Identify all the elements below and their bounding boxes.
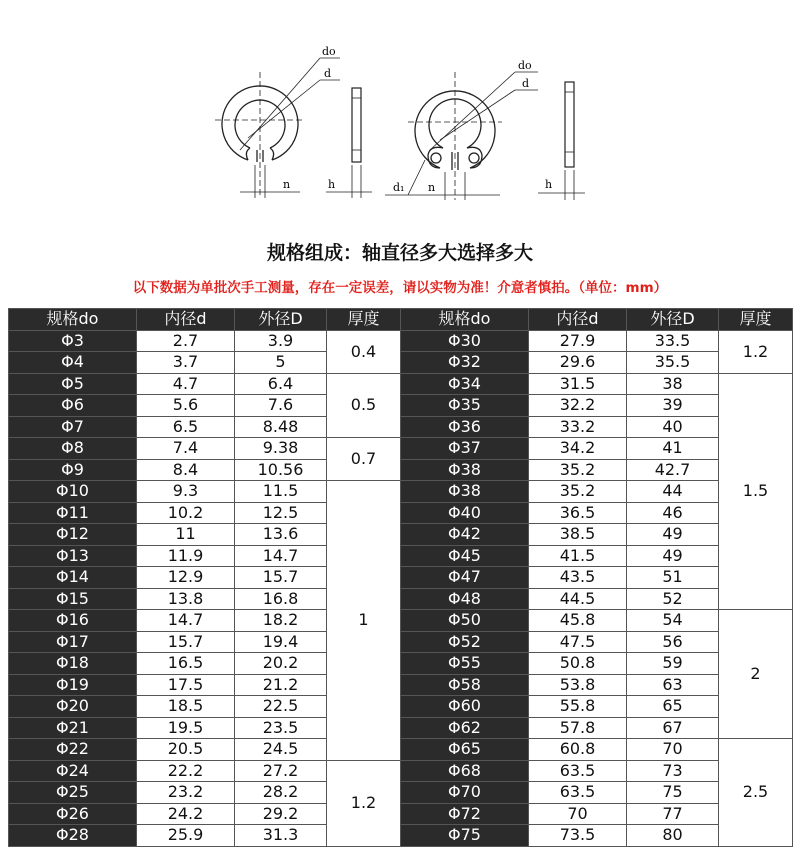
- right-inner-diameter-cell: 53.8: [529, 674, 627, 696]
- table-row: [9, 352, 793, 374]
- left-inner-diameter-cell: 18.5: [137, 696, 235, 718]
- left-inner-diameter-cell: 15.7: [137, 631, 235, 653]
- label-n-1: n: [283, 178, 291, 191]
- header-spec-right: 规格do: [401, 309, 529, 331]
- left-outer-diameter-cell: 22.5: [235, 696, 327, 718]
- left-outer-diameter-cell: 9.38: [235, 438, 327, 460]
- right-inner-diameter-cell: 43.5: [529, 567, 627, 589]
- left-thickness-cell: 0.5: [327, 373, 401, 438]
- left-outer-diameter-cell: 20.2: [235, 653, 327, 675]
- right-spec-cell: Φ40: [401, 502, 529, 524]
- circlip-drawing-lugs: [385, 72, 585, 200]
- table-row: [9, 696, 793, 718]
- right-inner-diameter-cell: 63.5: [529, 782, 627, 804]
- left-spec-cell: Φ11: [9, 502, 137, 524]
- right-outer-diameter-cell: 39: [627, 395, 719, 417]
- right-spec-cell: Φ36: [401, 416, 529, 438]
- left-spec-cell: Φ13: [9, 545, 137, 567]
- table-row: [9, 524, 793, 546]
- left-spec-cell: Φ7: [9, 416, 137, 438]
- right-inner-diameter-cell: 27.9: [529, 330, 627, 352]
- left-inner-diameter-cell: 3.7: [137, 352, 235, 374]
- right-spec-cell: Φ48: [401, 588, 529, 610]
- table-row: [9, 653, 793, 675]
- right-spec-cell: Φ45: [401, 545, 529, 567]
- right-inner-diameter-cell: 36.5: [529, 502, 627, 524]
- right-inner-diameter-cell: 41.5: [529, 545, 627, 567]
- header-outer-right: 外径D: [627, 309, 719, 331]
- right-spec-cell: Φ65: [401, 739, 529, 761]
- right-thickness-cell: 2.5: [719, 739, 793, 847]
- right-spec-cell: Φ60: [401, 696, 529, 718]
- right-outer-diameter-cell: 41: [627, 438, 719, 460]
- table-row: [9, 481, 793, 503]
- label-do-2: do: [518, 59, 532, 72]
- left-outer-diameter-cell: 12.5: [235, 502, 327, 524]
- right-spec-cell: Φ70: [401, 782, 529, 804]
- label-d-1: d: [324, 67, 332, 80]
- left-spec-cell: Φ8: [9, 438, 137, 460]
- header-inner-left: 内径d: [137, 309, 235, 331]
- left-outer-diameter-cell: 28.2: [235, 782, 327, 804]
- left-inner-diameter-cell: 20.5: [137, 739, 235, 761]
- right-spec-cell: Φ35: [401, 395, 529, 417]
- left-inner-diameter-cell: 8.4: [137, 459, 235, 481]
- header-outer-left: 外径D: [235, 309, 327, 331]
- right-outer-diameter-cell: 40: [627, 416, 719, 438]
- label-d-2: d: [522, 77, 530, 90]
- right-inner-diameter-cell: 45.8: [529, 610, 627, 632]
- right-outer-diameter-cell: 63: [627, 674, 719, 696]
- right-thickness-cell: 2: [719, 610, 793, 739]
- right-inner-diameter-cell: 34.2: [529, 438, 627, 460]
- right-spec-cell: Φ58: [401, 674, 529, 696]
- right-outer-diameter-cell: 56: [627, 631, 719, 653]
- left-outer-diameter-cell: 3.9: [235, 330, 327, 352]
- left-inner-diameter-cell: 5.6: [137, 395, 235, 417]
- left-spec-cell: Φ24: [9, 760, 137, 782]
- left-outer-diameter-cell: 10.56: [235, 459, 327, 481]
- left-spec-cell: Φ15: [9, 588, 137, 610]
- right-spec-cell: Φ32: [401, 352, 529, 374]
- lug-hole-left: [431, 153, 441, 163]
- right-spec-cell: Φ47: [401, 567, 529, 589]
- right-outer-diameter-cell: 44: [627, 481, 719, 503]
- label-do-1: do: [322, 45, 336, 58]
- left-inner-diameter-cell: 22.2: [137, 760, 235, 782]
- left-inner-diameter-cell: 7.4: [137, 438, 235, 460]
- left-outer-diameter-cell: 11.5: [235, 481, 327, 503]
- left-thickness-cell: 1: [327, 481, 401, 761]
- left-outer-diameter-cell: 23.5: [235, 717, 327, 739]
- spec-table-body: [9, 330, 793, 846]
- table-row: [9, 416, 793, 438]
- right-spec-cell: Φ37: [401, 438, 529, 460]
- right-inner-diameter-cell: 50.8: [529, 653, 627, 675]
- left-outer-diameter-cell: 15.7: [235, 567, 327, 589]
- left-inner-diameter-cell: 9.3: [137, 481, 235, 503]
- header-thickness-right: 厚度: [719, 309, 793, 331]
- left-inner-diameter-cell: 11: [137, 524, 235, 546]
- table-row: [9, 782, 793, 804]
- right-outer-diameter-cell: 33.5: [627, 330, 719, 352]
- dimension-drawings: [0, 0, 800, 235]
- left-outer-diameter-cell: 14.7: [235, 545, 327, 567]
- left-inner-diameter-cell: 17.5: [137, 674, 235, 696]
- left-inner-diameter-cell: 13.8: [137, 588, 235, 610]
- left-spec-cell: Φ25: [9, 782, 137, 804]
- right-spec-cell: Φ72: [401, 803, 529, 825]
- right-outer-diameter-cell: 46: [627, 502, 719, 524]
- right-inner-diameter-cell: 63.5: [529, 760, 627, 782]
- right-outer-diameter-cell: 67: [627, 717, 719, 739]
- right-inner-diameter-cell: 31.5: [529, 373, 627, 395]
- right-outer-diameter-cell: 42.7: [627, 459, 719, 481]
- right-inner-diameter-cell: 38.5: [529, 524, 627, 546]
- left-outer-diameter-cell: 18.2: [235, 610, 327, 632]
- table-row: [9, 631, 793, 653]
- right-outer-diameter-cell: 70: [627, 739, 719, 761]
- left-spec-cell: Φ22: [9, 739, 137, 761]
- table-row: [9, 739, 793, 761]
- right-inner-diameter-cell: 35.2: [529, 481, 627, 503]
- table-row: [9, 502, 793, 524]
- right-spec-cell: Φ38: [401, 481, 529, 503]
- right-outer-diameter-cell: 65: [627, 696, 719, 718]
- left-spec-cell: Φ16: [9, 610, 137, 632]
- header-thickness-left: 厚度: [327, 309, 401, 331]
- right-inner-diameter-cell: 73.5: [529, 825, 627, 847]
- left-spec-cell: Φ4: [9, 352, 137, 374]
- left-spec-cell: Φ9: [9, 459, 137, 481]
- table-row: [9, 459, 793, 481]
- left-outer-diameter-cell: 19.4: [235, 631, 327, 653]
- left-inner-diameter-cell: 4.7: [137, 373, 235, 395]
- right-spec-cell: Φ34: [401, 373, 529, 395]
- left-inner-diameter-cell: 23.2: [137, 782, 235, 804]
- table-row: [9, 760, 793, 782]
- table-row: [9, 588, 793, 610]
- right-inner-diameter-cell: 35.2: [529, 459, 627, 481]
- table-row: [9, 610, 793, 632]
- spec-table: [8, 308, 793, 847]
- left-spec-cell: Φ12: [9, 524, 137, 546]
- left-inner-diameter-cell: 24.2: [137, 803, 235, 825]
- left-spec-cell: Φ17: [9, 631, 137, 653]
- table-row: [9, 825, 793, 847]
- right-outer-diameter-cell: 35.5: [627, 352, 719, 374]
- table-row: [9, 803, 793, 825]
- right-inner-diameter-cell: 70: [529, 803, 627, 825]
- label-n-2: n: [428, 181, 436, 194]
- page-title: 规格组成：轴直径多大选择多大: [266, 242, 533, 264]
- left-inner-diameter-cell: 25.9: [137, 825, 235, 847]
- left-outer-diameter-cell: 5: [235, 352, 327, 374]
- right-outer-diameter-cell: 52: [627, 588, 719, 610]
- right-inner-diameter-cell: 57.8: [529, 717, 627, 739]
- label-h-2: h: [545, 178, 553, 191]
- left-spec-cell: Φ19: [9, 674, 137, 696]
- right-inner-diameter-cell: 47.5: [529, 631, 627, 653]
- left-spec-cell: Φ5: [9, 373, 137, 395]
- left-outer-diameter-cell: 21.2: [235, 674, 327, 696]
- left-spec-cell: Φ3: [9, 330, 137, 352]
- table-header-row: [9, 309, 793, 331]
- left-spec-cell: Φ20: [9, 696, 137, 718]
- left-inner-diameter-cell: 19.5: [137, 717, 235, 739]
- right-spec-cell: Φ38: [401, 459, 529, 481]
- right-inner-diameter-cell: 29.6: [529, 352, 627, 374]
- table-row: [9, 674, 793, 696]
- table-row: [9, 330, 793, 352]
- right-spec-cell: Φ75: [401, 825, 529, 847]
- left-outer-diameter-cell: 29.2: [235, 803, 327, 825]
- circlip-drawing-plain: [215, 58, 372, 198]
- left-thickness-cell: 1.2: [327, 760, 401, 846]
- measurement-notice: 以下数据为单批次手工测量，存在一定误差，请以实物为准！介意者慎拍。（单位：mm）: [132, 280, 668, 296]
- right-outer-diameter-cell: 38: [627, 373, 719, 395]
- right-outer-diameter-cell: 75: [627, 782, 719, 804]
- right-inner-diameter-cell: 55.8: [529, 696, 627, 718]
- left-outer-diameter-cell: 24.5: [235, 739, 327, 761]
- left-thickness-cell: 0.7: [327, 438, 401, 481]
- left-spec-cell: Φ10: [9, 481, 137, 503]
- left-inner-diameter-cell: 16.5: [137, 653, 235, 675]
- right-inner-diameter-cell: 60.8: [529, 739, 627, 761]
- right-outer-diameter-cell: 80: [627, 825, 719, 847]
- right-thickness-cell: 1.2: [719, 330, 793, 373]
- label-d1: d₁: [393, 181, 405, 194]
- right-spec-cell: Φ30: [401, 330, 529, 352]
- left-inner-diameter-cell: 14.7: [137, 610, 235, 632]
- left-spec-cell: Φ28: [9, 825, 137, 847]
- table-row: [9, 395, 793, 417]
- left-spec-cell: Φ6: [9, 395, 137, 417]
- right-outer-diameter-cell: 54: [627, 610, 719, 632]
- right-outer-diameter-cell: 49: [627, 524, 719, 546]
- left-inner-diameter-cell: 6.5: [137, 416, 235, 438]
- left-thickness-cell: 0.4: [327, 330, 401, 373]
- lug-hole-right: [469, 153, 479, 163]
- right-inner-diameter-cell: 32.2: [529, 395, 627, 417]
- right-spec-cell: Φ62: [401, 717, 529, 739]
- left-spec-cell: Φ14: [9, 567, 137, 589]
- right-inner-diameter-cell: 33.2: [529, 416, 627, 438]
- right-outer-diameter-cell: 73: [627, 760, 719, 782]
- left-outer-diameter-cell: 13.6: [235, 524, 327, 546]
- left-inner-diameter-cell: 2.7: [137, 330, 235, 352]
- header-spec-left: 规格do: [9, 309, 137, 331]
- right-spec-cell: Φ42: [401, 524, 529, 546]
- right-outer-diameter-cell: 49: [627, 545, 719, 567]
- table-row: [9, 567, 793, 589]
- left-outer-diameter-cell: 7.6: [235, 395, 327, 417]
- left-outer-diameter-cell: 16.8: [235, 588, 327, 610]
- right-outer-diameter-cell: 51: [627, 567, 719, 589]
- right-inner-diameter-cell: 44.5: [529, 588, 627, 610]
- table-row: [9, 545, 793, 567]
- left-outer-diameter-cell: 27.2: [235, 760, 327, 782]
- right-spec-cell: Φ50: [401, 610, 529, 632]
- left-outer-diameter-cell: 6.4: [235, 373, 327, 395]
- left-inner-diameter-cell: 10.2: [137, 502, 235, 524]
- right-outer-diameter-cell: 59: [627, 653, 719, 675]
- left-spec-cell: Φ26: [9, 803, 137, 825]
- table-row: [9, 373, 793, 395]
- left-outer-diameter-cell: 8.48: [235, 416, 327, 438]
- right-spec-cell: Φ68: [401, 760, 529, 782]
- left-inner-diameter-cell: 11.9: [137, 545, 235, 567]
- left-spec-cell: Φ21: [9, 717, 137, 739]
- table-row: [9, 438, 793, 460]
- left-spec-cell: Φ18: [9, 653, 137, 675]
- header-inner-right: 内径d: [529, 309, 627, 331]
- label-h-1: h: [328, 178, 336, 191]
- left-outer-diameter-cell: 31.3: [235, 825, 327, 847]
- left-inner-diameter-cell: 12.9: [137, 567, 235, 589]
- right-spec-cell: Φ52: [401, 631, 529, 653]
- right-thickness-cell: 1.5: [719, 373, 793, 610]
- table-row: [9, 717, 793, 739]
- right-outer-diameter-cell: 77: [627, 803, 719, 825]
- right-spec-cell: Φ55: [401, 653, 529, 675]
